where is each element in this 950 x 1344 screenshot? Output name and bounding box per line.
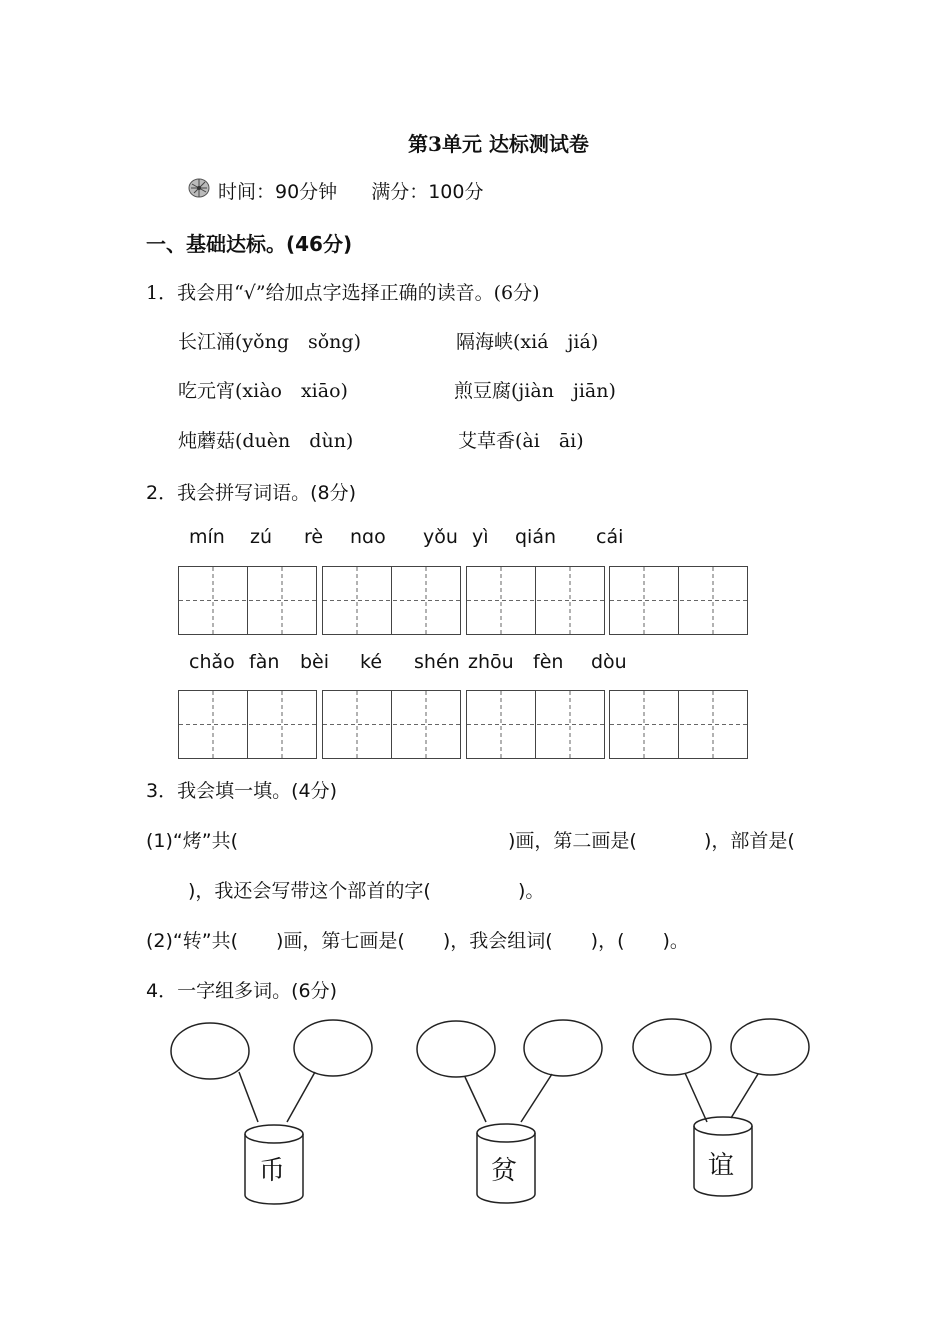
pinyin: yì bbox=[472, 526, 489, 548]
jar-char: 贫 bbox=[491, 1156, 518, 1186]
q1-item: 吃元宵(xiào xiāo) bbox=[178, 380, 348, 402]
pinyin: rè bbox=[304, 526, 324, 548]
question-2-stem: 2．我会拼写词语。(8分) bbox=[146, 482, 357, 504]
exam-time: 时间：90分钟 bbox=[218, 181, 338, 203]
tian-grid-pair bbox=[323, 691, 461, 759]
jar-char: 币 bbox=[259, 1156, 286, 1186]
question-3-stem: 3．我会填一填。(4分) bbox=[146, 780, 338, 802]
tian-grid-pair bbox=[323, 567, 461, 635]
clock-icon bbox=[186, 176, 212, 205]
pinyin: dòu bbox=[591, 651, 627, 673]
pinyin: zú bbox=[250, 526, 273, 548]
answer-bubble bbox=[731, 1019, 809, 1075]
tian-grid-pair bbox=[467, 567, 605, 635]
pinyin: bèi bbox=[300, 651, 330, 673]
pinyin: qián bbox=[515, 526, 557, 548]
q1-item: 艾草香(ài āi) bbox=[458, 430, 584, 452]
pinyin: yǒu bbox=[423, 526, 458, 548]
tian-grid-pair bbox=[467, 691, 605, 759]
q3-blank-text: )，部首是( bbox=[704, 830, 795, 852]
tian-grid-pair bbox=[610, 567, 748, 635]
word-tree-diagram bbox=[160, 1010, 830, 1220]
answer-bubble bbox=[633, 1019, 711, 1075]
q1-item: 长江涌(yǒng sǒng) bbox=[178, 331, 361, 353]
writing-grid-row-2 bbox=[178, 690, 750, 760]
answer-bubble bbox=[417, 1021, 495, 1077]
q1-item: 隔海峡(xiá jiá) bbox=[456, 331, 599, 353]
pinyin: shén bbox=[414, 651, 460, 673]
page-title: 第3单元 达标测试卷 bbox=[408, 132, 589, 156]
answer-bubble bbox=[524, 1020, 602, 1076]
pinyin: mín bbox=[189, 526, 225, 548]
answer-bubble bbox=[171, 1023, 249, 1079]
tian-grid-pair bbox=[179, 567, 317, 635]
pinyin: ké bbox=[360, 651, 383, 673]
question-1-stem: 1．我会用“√”给加点字选择正确的读音。(6分) bbox=[146, 282, 540, 304]
q1-item: 炖蘑菇(duèn dùn) bbox=[178, 430, 354, 452]
question-4-stem: 4．一字组多词。(6分) bbox=[146, 980, 338, 1002]
exam-meta bbox=[186, 176, 483, 205]
section-heading: 一、基础达标。(46分) bbox=[146, 232, 353, 256]
exam-score: 满分：100分 bbox=[371, 181, 484, 203]
tian-grid-pair bbox=[179, 691, 317, 759]
jar-char: 谊 bbox=[708, 1151, 735, 1181]
q3-blank-text: )，我还会写带这个部首的字( bbox=[188, 880, 431, 902]
q3-blank-text: )。 bbox=[518, 880, 545, 902]
tian-grid-pair bbox=[610, 691, 748, 759]
q3-blank-text: (2)“转”共( )画，第七画是( )，我会组词( )，( )。 bbox=[146, 930, 689, 952]
pinyin: fèn bbox=[533, 651, 564, 673]
q1-item: 煎豆腐(jiàn jiān) bbox=[454, 380, 616, 402]
q3-blank-text: )画，第二画是( bbox=[508, 830, 637, 852]
pinyin: nɑo bbox=[350, 526, 386, 548]
pinyin: fàn bbox=[249, 651, 280, 673]
q3-blank-text: (1)“烤”共( bbox=[146, 830, 239, 852]
pinyin: chǎo bbox=[189, 651, 235, 673]
pinyin: zhōu bbox=[468, 651, 514, 673]
answer-bubble bbox=[294, 1020, 372, 1076]
pinyin: cái bbox=[596, 526, 624, 548]
writing-grid-row-1 bbox=[178, 566, 750, 636]
